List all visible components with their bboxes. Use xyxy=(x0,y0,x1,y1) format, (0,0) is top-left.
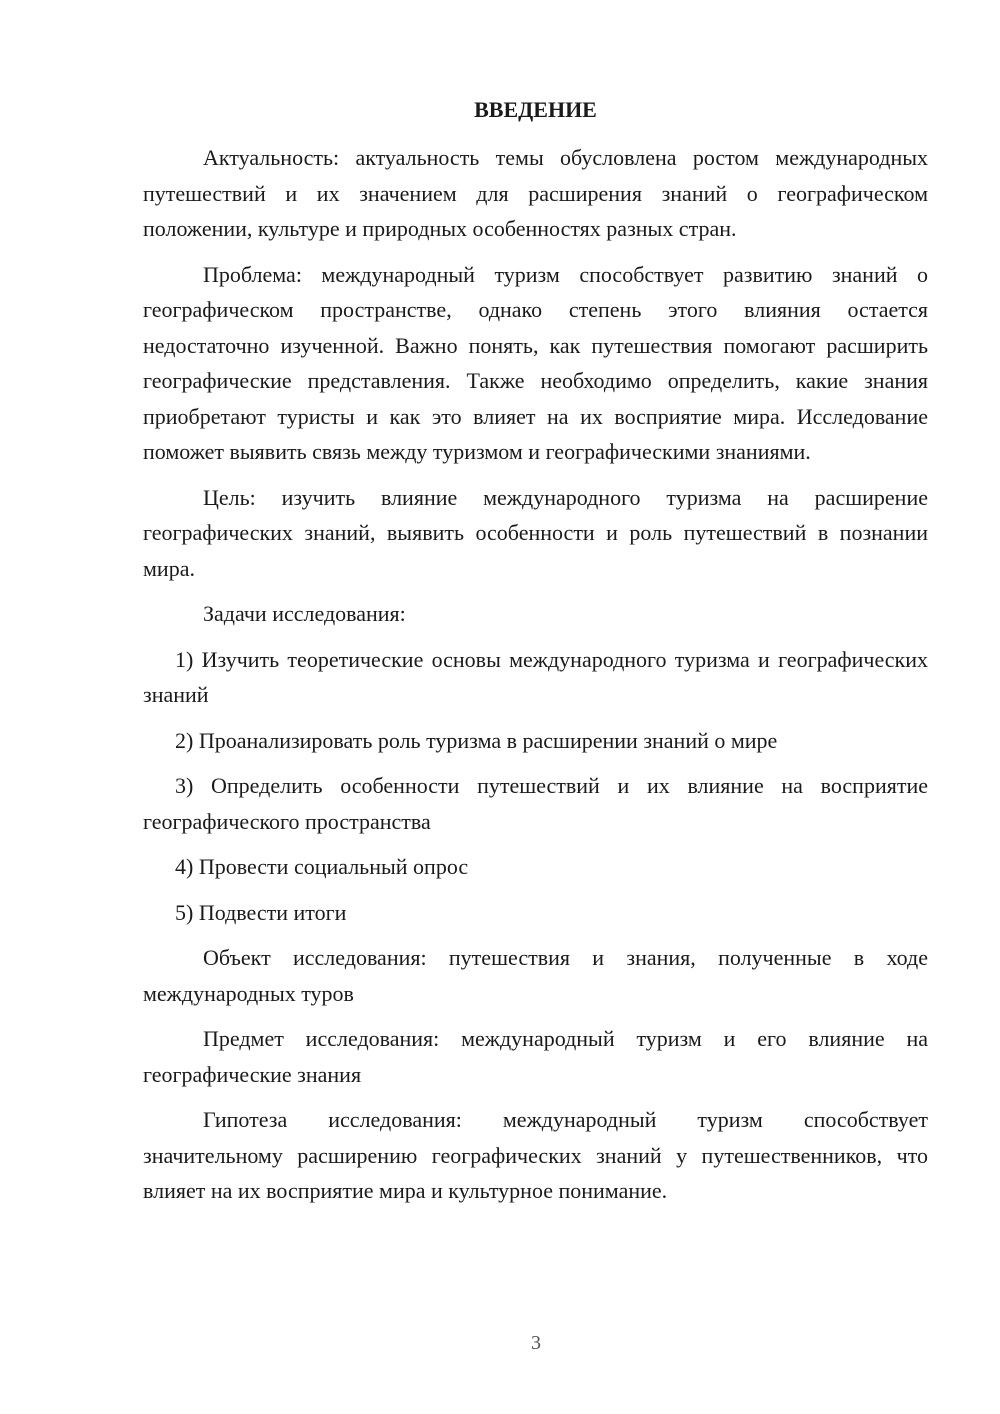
tasks-heading: Задачи исследования: xyxy=(203,601,406,626)
paragraph-hypothesis: Гипотеза исследования: международный туризм способствует значительному расширению географических знаний у путешественников, что влияет на их восприятие мира и культурное понимание. xyxy=(143,1107,928,1203)
task-item-3: 3) Определить особенности путешествий и их влияние на восприятие географического пространства xyxy=(143,773,928,834)
section-title: ВВЕДЕНИЕ xyxy=(474,97,597,122)
paragraph-goal: Цель: изучить влияние международного туризма на расширение географических знаний, выявить особенности и роль путешествий в познании мира. xyxy=(143,484,928,581)
task-item-2: 2) Проанализировать роль туризма в расширении знаний о мире xyxy=(175,727,778,753)
document-body xyxy=(143,92,928,1219)
paragraph-relevance: Актуальность: актуальность темы обусловлена ростом международных путешествий и их значением для расширения знаний о географическом положении, культуре и природных особенностях разных стран. xyxy=(143,145,928,241)
task-item-1: 1) Изучить теоретические основы международного туризма и географических знаний xyxy=(143,646,928,707)
paragraph-object: Объект исследования: путешествия и знания, полученные в ходе международных туров xyxy=(143,945,928,1006)
page-number: 3 xyxy=(531,1332,541,1354)
task-item-4: 4) Провести социальный опрос xyxy=(175,854,469,879)
paragraph-problem: Проблема: международный туризм способствует развитию знаний о географическом пространстве, однако степень этого влияния остается недостаточно изученной. Важно понять, как путешествия помогают расширить географические представления. Также необходимо определить, какие знания приобретают туристы и как это влияет на их восприятие мира. Исследование поможет выявить связь между туризмом и географическими знаниями. xyxy=(143,261,928,464)
task-item-5: 5) Подвести итоги xyxy=(175,899,347,925)
paragraph-subject: Предмет исследования: международный туризм и его влияние на географические знания xyxy=(143,1026,928,1087)
